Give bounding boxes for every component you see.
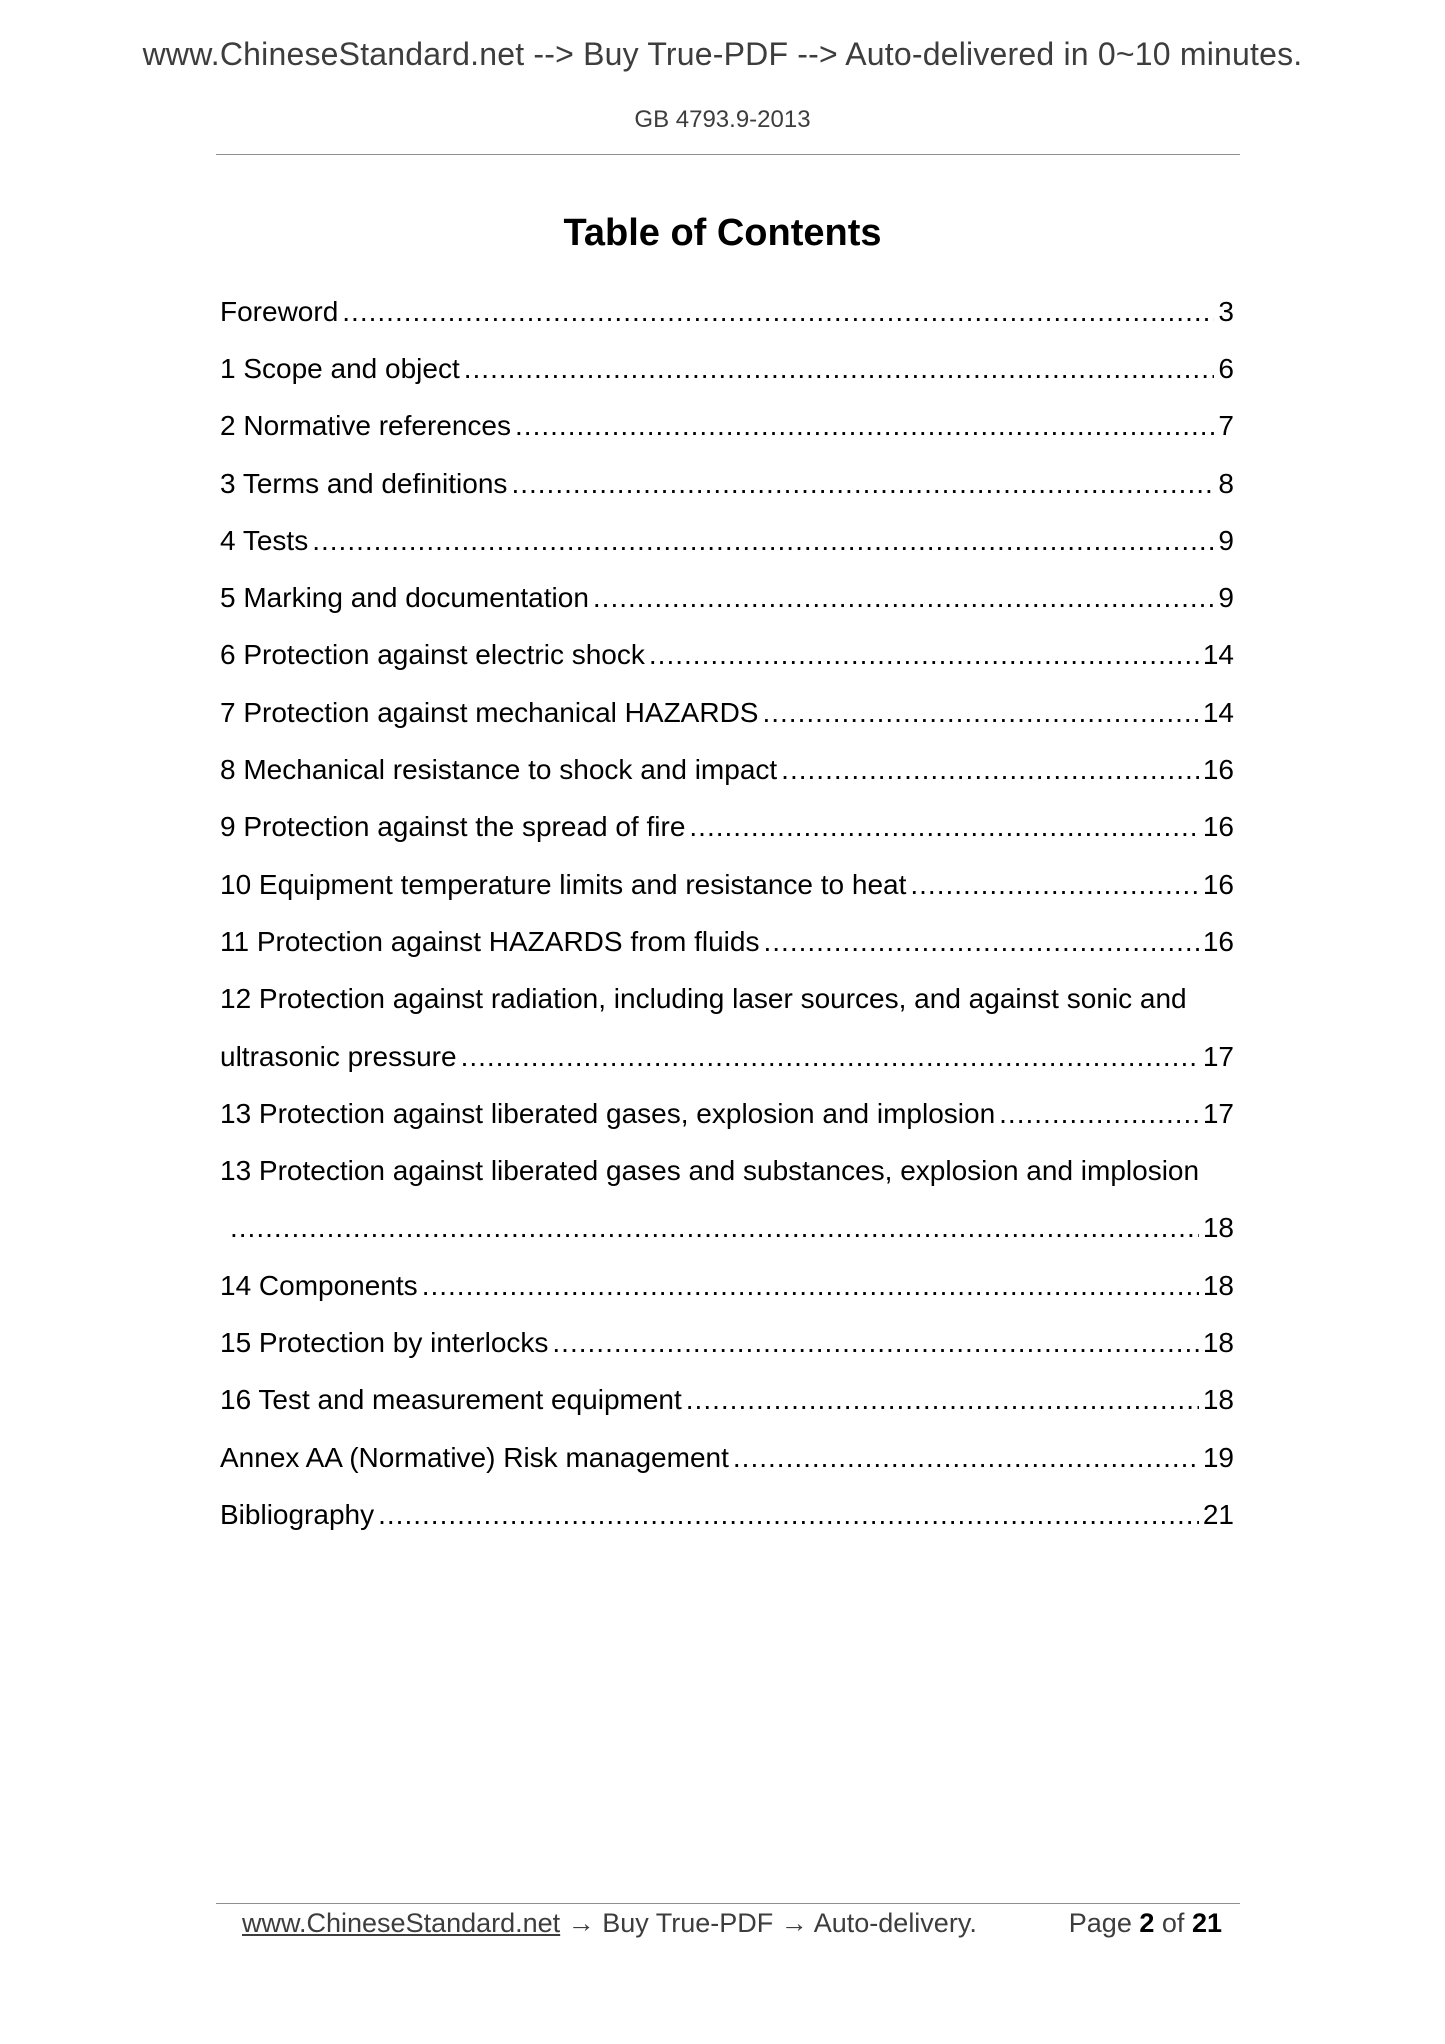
toc-entry-electric-shock[interactable] <box>220 627 1234 684</box>
toc-entry-text: 6 Protection against electric shock <box>220 639 645 671</box>
toc-leader-dots <box>464 353 1215 385</box>
page-label: Page <box>1068 1908 1132 1938</box>
toc-leader-dots <box>686 1384 1199 1416</box>
toc-entry-page: 18 <box>1202 1326 1234 1358</box>
toc-entry-liberated-substances-line2[interactable] <box>220 1200 1234 1257</box>
toc-entry-page: 19 <box>1202 1441 1234 1473</box>
toc-leader-dots <box>910 869 1198 901</box>
toc-entry-page: 17 <box>1202 1097 1234 1129</box>
toc-leader-dots <box>593 582 1215 614</box>
footer-tagline: → Buy True-PDF → Auto-delivery. <box>560 1908 977 1938</box>
toc-entry-page: 3 <box>1218 295 1234 327</box>
toc-entry-text: Foreword <box>220 295 339 327</box>
toc-entry-mechanical-resistance[interactable] <box>220 741 1234 798</box>
toc-leader-dots <box>515 410 1214 442</box>
document-code: GB 4793.9-2013 <box>634 106 811 133</box>
toc-entry-text: Bibliography <box>220 1498 375 1530</box>
toc-entry-text: 5 Marking and documentation <box>220 582 589 614</box>
toc-entry-fluids[interactable] <box>220 913 1234 970</box>
toc-title: Table of Contents <box>563 212 882 254</box>
toc-entry-text: 13 Protection against liberated gases, explosion and implosion <box>220 1097 996 1129</box>
toc-entry-text: ultrasonic pressure <box>220 1040 457 1072</box>
toc-entry-page: 16 <box>1202 811 1234 843</box>
page-total: 21 <box>1191 1908 1222 1938</box>
toc-entry-text: 16 Test and measurement equipment <box>220 1384 682 1416</box>
toc-leader-dots <box>763 926 1198 958</box>
toc-entry-normative-references[interactable] <box>220 398 1234 455</box>
toc-entry-text: 8 Mechanical resistance to shock and impact <box>220 754 778 786</box>
toc-entry-page: 21 <box>1202 1498 1234 1530</box>
page-number <box>1069 1908 1222 1939</box>
toc-entry-liberated-gases[interactable] <box>220 1085 1234 1142</box>
toc-leader-dots <box>378 1499 1199 1531</box>
toc-entry-text: 12 Protection against radiation, including laser sources, and against sonic and <box>220 983 1187 1015</box>
top-banner: www.ChineseStandard.net --> Buy True-PDF --> Auto-delivered in 0~10 minutes. <box>142 36 1303 72</box>
toc-entry-text: 14 Components <box>220 1269 418 1301</box>
toc-leader-dots <box>552 1327 1198 1359</box>
toc-entry-scope[interactable] <box>220 340 1234 397</box>
toc-entry-temperature-limits[interactable] <box>220 856 1234 913</box>
toc-leader-dots <box>649 639 1199 671</box>
toc-entry-text: 15 Protection by interlocks <box>220 1326 549 1358</box>
toc-entry-text: 3 Terms and definitions <box>220 467 508 499</box>
toc-entry-text: Annex AA (Normative) Risk management <box>220 1441 729 1473</box>
toc-entry-text: 7 Protection against mechanical HAZARDS <box>220 696 759 728</box>
toc-entry-page: 8 <box>1218 467 1234 499</box>
toc-leader-dots <box>230 1212 1199 1244</box>
toc-entry-mechanical-hazards[interactable] <box>220 684 1234 741</box>
toc-leader-dots <box>999 1098 1199 1130</box>
table-of-contents <box>220 283 1234 1544</box>
toc-entry-radiation-line2[interactable] <box>220 1028 1234 1085</box>
toc-entry-text: 2 Normative references <box>220 410 512 442</box>
toc-entry-marking[interactable] <box>220 569 1234 626</box>
page-current: 2 <box>1139 1908 1155 1938</box>
toc-entry-spread-of-fire[interactable] <box>220 799 1234 856</box>
toc-entry-page: 16 <box>1202 868 1234 900</box>
toc-entry-page: 18 <box>1202 1384 1234 1416</box>
toc-leader-dots <box>342 296 1214 328</box>
toc-entry-page: 14 <box>1202 696 1234 728</box>
toc-entry-page: 17 <box>1202 1040 1234 1072</box>
toc-entry-text: 11 Protection against HAZARDS from fluids <box>220 925 760 957</box>
footer-website-link[interactable]: www.ChineseStandard.net <box>242 1908 561 1938</box>
toc-entry-page: 16 <box>1202 925 1234 957</box>
toc-entry-page: 9 <box>1218 582 1234 614</box>
toc-entry-components[interactable] <box>220 1257 1234 1314</box>
toc-entry-page: 6 <box>1218 352 1234 384</box>
toc-entry-liberated-substances-line1[interactable] <box>220 1142 1234 1199</box>
toc-entry-foreword[interactable] <box>220 283 1234 340</box>
toc-entry-interlocks[interactable] <box>220 1314 1234 1371</box>
toc-entry-tests[interactable] <box>220 512 1234 569</box>
toc-leader-dots <box>422 1270 1199 1302</box>
toc-leader-dots <box>689 811 1198 843</box>
toc-entry-radiation-line1[interactable] <box>220 971 1234 1028</box>
toc-leader-dots <box>312 525 1214 557</box>
toc-entry-text: 10 Equipment temperature limits and resistance to heat <box>220 868 907 900</box>
toc-entry-page: 7 <box>1218 410 1234 442</box>
toc-entry-page: 16 <box>1202 754 1234 786</box>
toc-entry-page: 9 <box>1218 524 1234 556</box>
toc-entry-bibliography[interactable] <box>220 1486 1234 1543</box>
toc-entry-text: 4 Tests <box>220 524 309 556</box>
toc-entry-page: 18 <box>1202 1212 1234 1244</box>
toc-leader-dots <box>511 468 1214 500</box>
footer-divider <box>216 1903 1240 1904</box>
toc-leader-dots <box>733 1442 1199 1474</box>
toc-entry-text: 1 Scope and object <box>220 352 460 384</box>
toc-entry-text: 9 Protection against the spread of fire <box>220 811 686 843</box>
toc-entry-test-measurement[interactable] <box>220 1372 1234 1429</box>
toc-entry-page: 14 <box>1202 639 1234 671</box>
toc-entry-annex-aa[interactable] <box>220 1429 1234 1486</box>
toc-entry-text: 13 Protection against liberated gases and substances, explosion and implosion <box>220 1155 1200 1187</box>
toc-leader-dots <box>781 754 1199 786</box>
toc-leader-dots <box>461 1041 1199 1073</box>
page-footer <box>242 1908 1222 1939</box>
header-divider <box>216 154 1240 155</box>
toc-entry-page: 18 <box>1202 1269 1234 1301</box>
toc-leader-dots <box>762 697 1198 729</box>
toc-entry-terms[interactable] <box>220 455 1234 512</box>
page-of: of <box>1161 1908 1185 1938</box>
